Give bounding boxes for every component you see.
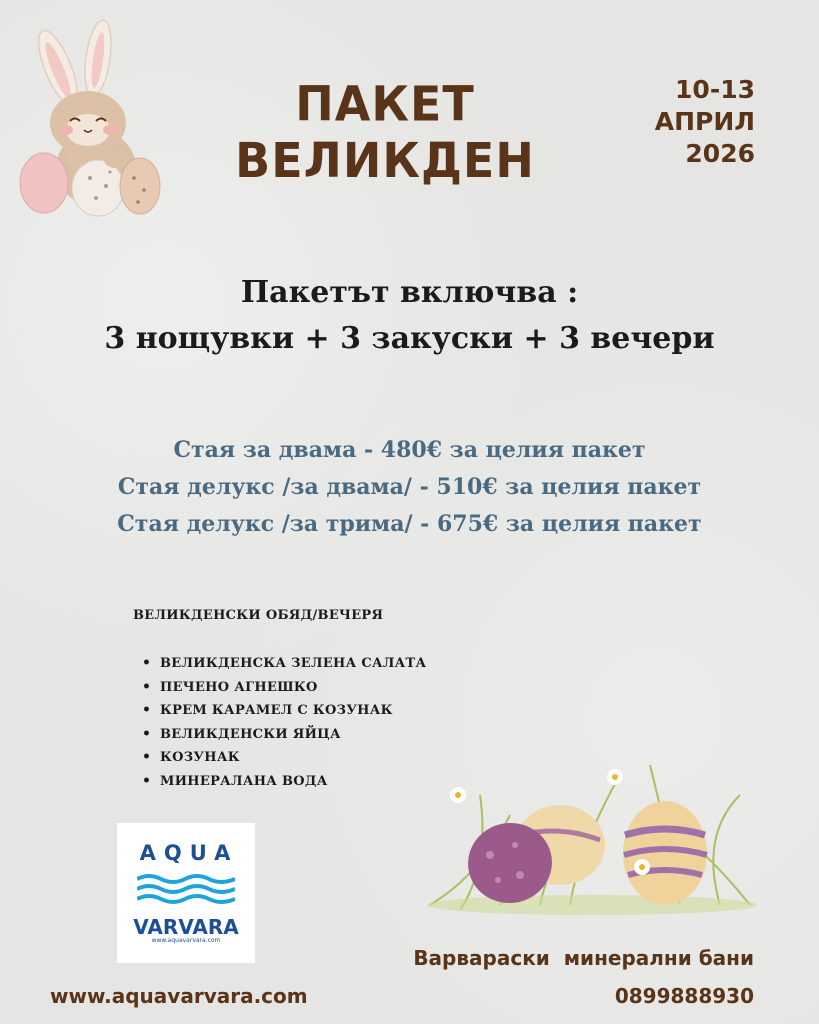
includes-body: 3 нощувки + 3 закуски + 3 вечери [104, 321, 715, 356]
page-title: ПАКЕТ ВЕЛИКДЕН [235, 75, 535, 189]
menu-item: • ПЕЧЕНО АГНЕШКО [142, 676, 426, 700]
menu-item: • КРЕМ КАРАМЕЛ С КОЗУНАК [142, 699, 426, 723]
date-block [655, 74, 755, 170]
logo-top-text: AQUA [139, 841, 239, 865]
aqua-varvara-logo [117, 823, 255, 963]
water-waves-icon [137, 873, 235, 909]
date-year: 2026 [685, 139, 755, 168]
includes-heading: Пакетът включва : [240, 275, 579, 310]
price-item: Стая за двама - 480€ за целия пакет [173, 437, 646, 463]
phone-number[interactable]: 0899888930 [614, 984, 754, 1008]
logo-url: www.aquavarvara.com [151, 937, 221, 944]
menu-item: • ВЕЛИКДЕНСКИ ЯЙЦА [142, 723, 426, 747]
menu-item: • КОЗУНАК [142, 746, 426, 770]
price-list [0, 432, 819, 543]
price-item: Стая делукс /за трима/ - 675€ за целия пакет [117, 511, 702, 537]
website-link[interactable]: www.aquavarvara.com [50, 984, 308, 1008]
date-days: 10-13 [675, 75, 755, 104]
date-month: АПРИЛ [654, 107, 755, 136]
logo-bottom-text: VARVARA [133, 915, 239, 939]
menu-item: • ВЕЛИКДЕНСКА ЗЕЛЕНА САЛАТА [142, 652, 426, 676]
easter-eggs-grass-illustration [420, 755, 765, 915]
price-item: Стая делукс /за двама/ - 510€ за целия пакет [117, 474, 702, 500]
menu-item: • МИНЕРАЛАНА ВОДА [142, 770, 426, 794]
easter-bunny-illustration [18, 18, 168, 218]
menu-list [142, 652, 426, 793]
menu-title: ВЕЛИКДЕНСКИ ОБЯД/ВЕЧЕРЯ [133, 608, 384, 623]
baths-name: Варвараски минерални бани [413, 946, 754, 970]
